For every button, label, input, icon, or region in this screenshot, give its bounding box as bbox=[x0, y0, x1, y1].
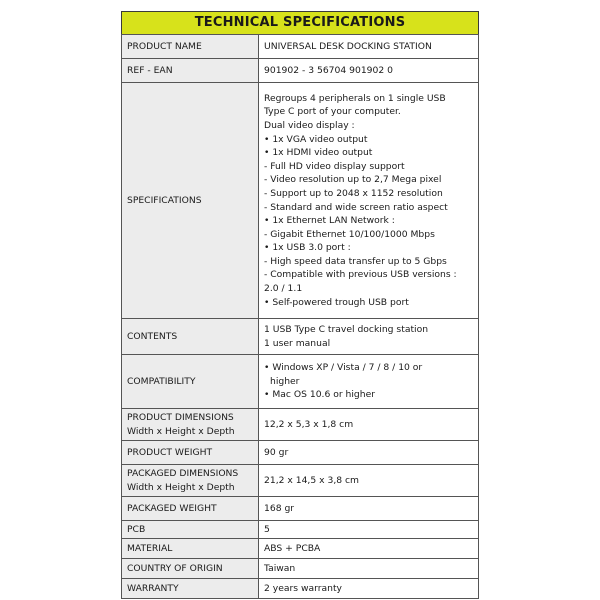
spec-label-cell bbox=[122, 319, 259, 355]
spec-value-line: - High speed data transfer up to 5 Gbps bbox=[264, 255, 447, 267]
spec-value-line: • Self-powered trough USB port bbox=[264, 296, 409, 308]
spec-label-cell bbox=[122, 355, 259, 409]
spec-row bbox=[122, 409, 479, 441]
spec-label-cell bbox=[122, 465, 259, 497]
spec-value-cell bbox=[259, 409, 479, 441]
spec-row bbox=[122, 465, 479, 497]
spec-label: COMPATIBILITY bbox=[127, 375, 196, 387]
spec-row bbox=[122, 497, 479, 521]
spec-value-line: - Video resolution up to 2,7 Mega pixel bbox=[264, 174, 442, 186]
spec-value-cell bbox=[259, 465, 479, 497]
spec-value-cell bbox=[259, 59, 479, 83]
spec-value-line: • 1x Ethernet LAN Network : bbox=[264, 215, 395, 227]
spec-label: PACKAGED DIMENSIONS bbox=[127, 467, 239, 479]
spec-row bbox=[122, 559, 479, 579]
spec-label: CONTENTS bbox=[127, 330, 178, 342]
spec-label-cell bbox=[122, 83, 259, 319]
spec-row bbox=[122, 83, 479, 319]
spec-label: REF - EAN bbox=[127, 64, 173, 76]
spec-value-line: Regroups 4 peripherals on 1 single USB bbox=[264, 92, 446, 104]
spec-label: PRODUCT DIMENSIONS bbox=[127, 411, 234, 423]
spec-label-cell bbox=[122, 409, 259, 441]
spec-label-cell bbox=[122, 441, 259, 465]
spec-value-cell bbox=[259, 539, 479, 559]
spec-value-line: ABS + PCBA bbox=[264, 542, 321, 554]
spec-value-line: • Mac OS 10.6 or higher bbox=[264, 389, 376, 401]
spec-value-line: 21,2 x 14,5 x 3,8 cm bbox=[264, 474, 360, 486]
spec-sheet-title: TECHNICAL SPECIFICATIONS bbox=[121, 11, 479, 34]
spec-value-line: - Full HD video display support bbox=[264, 160, 405, 172]
spec-value-line: • 1x USB 3.0 port : bbox=[264, 242, 351, 254]
spec-row bbox=[122, 59, 479, 83]
spec-value-cell bbox=[259, 497, 479, 521]
spec-label: PRODUCT WEIGHT bbox=[127, 446, 213, 458]
spec-label-cell bbox=[122, 521, 259, 539]
spec-value-line: 168 gr bbox=[264, 502, 295, 514]
spec-value-line: higher bbox=[270, 375, 300, 387]
spec-value-line: - Gigabit Ethernet 10/100/1000 Mbps bbox=[264, 228, 435, 240]
spec-row bbox=[122, 35, 479, 59]
spec-value-line: UNIVERSAL DESK DOCKING STATION bbox=[264, 40, 432, 52]
spec-value-line: 90 gr bbox=[264, 446, 289, 458]
spec-value-line: - Standard and wide screen ratio aspect bbox=[264, 201, 448, 213]
spec-value-cell bbox=[259, 579, 479, 599]
spec-value-line: 1 user manual bbox=[264, 337, 331, 349]
spec-value-line: 1 USB Type C travel docking station bbox=[264, 323, 429, 335]
spec-row bbox=[122, 319, 479, 355]
spec-label-cell bbox=[122, 497, 259, 521]
spec-row bbox=[122, 441, 479, 465]
spec-label-sub: Width x Height x Depth bbox=[127, 481, 235, 493]
spec-value-line: - Support up to 2048 x 1152 resolution bbox=[264, 187, 443, 199]
spec-label-cell bbox=[122, 35, 259, 59]
spec-row bbox=[122, 539, 479, 559]
spec-row bbox=[122, 521, 479, 539]
spec-value-line: Type C port of your computer. bbox=[264, 106, 401, 118]
spec-sheet bbox=[121, 11, 479, 599]
spec-label: SPECIFICATIONS bbox=[127, 194, 202, 206]
spec-value-line: 5 bbox=[264, 523, 270, 535]
spec-row bbox=[122, 355, 479, 409]
spec-value-line: • 1x VGA video output bbox=[264, 133, 368, 145]
spec-label: PRODUCT NAME bbox=[127, 40, 202, 52]
spec-value-line: • Windows XP / Vista / 7 / 8 / 10 or bbox=[264, 362, 423, 374]
spec-row bbox=[122, 579, 479, 599]
spec-label-sub: Width x Height x Depth bbox=[127, 425, 235, 437]
spec-label: PCB bbox=[127, 523, 146, 535]
spec-label-cell bbox=[122, 559, 259, 579]
spec-label-cell bbox=[122, 59, 259, 83]
spec-label: WARRANTY bbox=[127, 582, 179, 594]
spec-value-cell bbox=[259, 521, 479, 539]
spec-value-cell bbox=[259, 441, 479, 465]
spec-value-cell bbox=[259, 35, 479, 59]
spec-label: MATERIAL bbox=[127, 542, 173, 554]
spec-value-line: 12,2 x 5,3 x 1,8 cm bbox=[264, 418, 354, 430]
spec-table bbox=[121, 34, 479, 599]
spec-value-cell bbox=[259, 559, 479, 579]
spec-value-line: 2.0 / 1.1 bbox=[264, 283, 303, 295]
spec-value-line: 901902 - 3 56704 901902 0 bbox=[264, 64, 393, 76]
spec-value-line: - Compatible with previous USB versions : bbox=[264, 269, 457, 281]
spec-label-cell bbox=[122, 539, 259, 559]
spec-value-line: 2 years warranty bbox=[264, 582, 342, 594]
spec-value-cell bbox=[259, 319, 479, 355]
spec-label: PACKAGED WEIGHT bbox=[127, 502, 217, 514]
spec-value-cell bbox=[259, 83, 479, 319]
spec-value-cell bbox=[259, 355, 479, 409]
spec-value-line: Taiwan bbox=[264, 562, 296, 574]
spec-value-line: • 1x HDMI video output bbox=[264, 147, 373, 159]
spec-label: COUNTRY OF ORIGIN bbox=[127, 562, 223, 574]
spec-value-line: Dual video display : bbox=[264, 119, 355, 131]
spec-label-cell bbox=[122, 579, 259, 599]
